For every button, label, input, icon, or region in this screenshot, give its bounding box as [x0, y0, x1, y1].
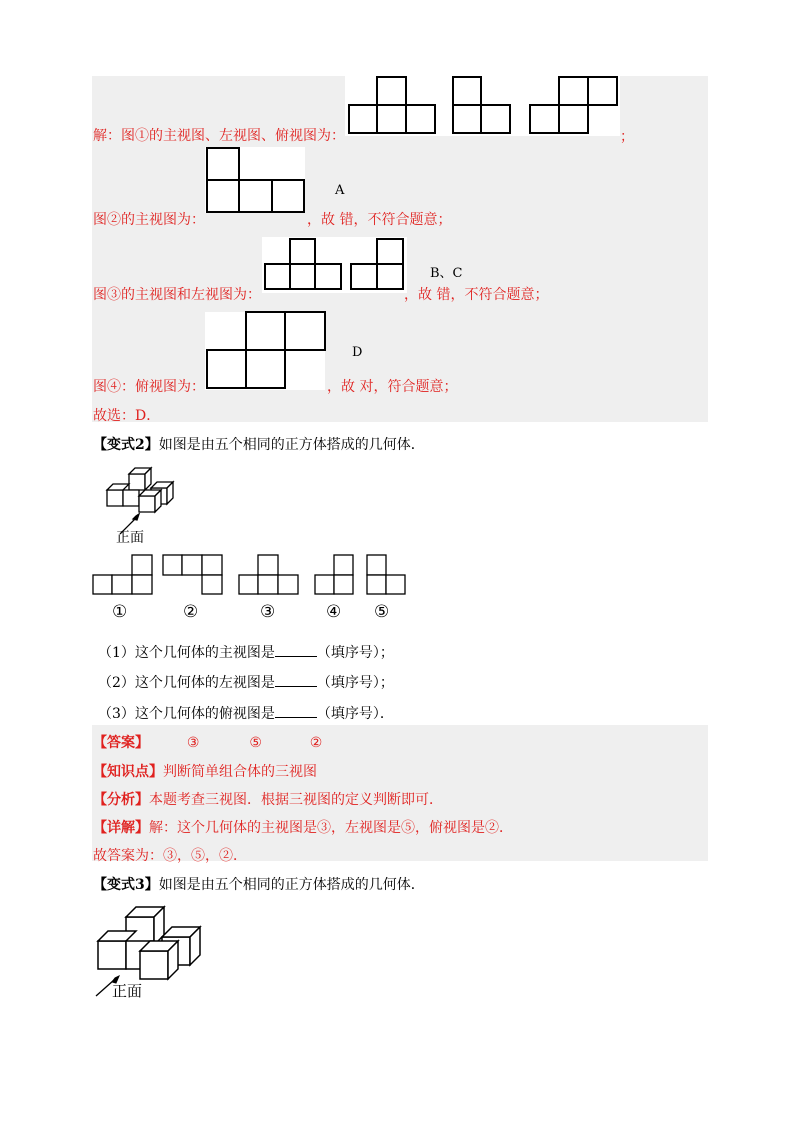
option-label-a: A [335, 183, 345, 198]
variant3-question: 【变式3】如图是由五个相同的正方体搭成的几何体． [93, 877, 425, 893]
conclusion-line: 故答案为：③，⑤，②． [93, 848, 247, 864]
solution-line-3: 图③的主视图和左视图为： [93, 287, 261, 303]
option-label-d: D [352, 345, 363, 360]
variant2-question: 【变式2】如图是由五个相同的正方体搭成的几何体． [93, 437, 425, 453]
option-number-2: ② [183, 602, 199, 622]
option-view-5 [366, 554, 408, 596]
question-1: （1）这个几何体的主视图是 （填序号）； [98, 645, 394, 661]
top-view-fig4 [206, 311, 328, 389]
solution-line-1-end: ； [620, 129, 634, 145]
variant3-front-label: 正面 [112, 982, 143, 1000]
option-view-1 [92, 554, 154, 596]
option-view-3 [238, 554, 300, 596]
question-3: （3）这个几何体的俯视图是 （填序号）． [98, 706, 394, 722]
solution-line-4-end: ，故 对，符合题意； [327, 379, 458, 395]
detail-line: 【详解】解：这个几何体的主视图是③，左视图是⑤，俯视图是②． [93, 820, 513, 836]
solution-line-2-end: ，故 错，不符合题意； [307, 212, 452, 228]
top-view-fig1 [529, 76, 619, 134]
front-label: 正面 [116, 530, 144, 546]
option-view-4 [314, 554, 356, 596]
question-2: （2）这个几何体的左视图是 （填序号）； [98, 675, 394, 691]
answer-line: 【答案】 ③ ⑤ ② [93, 735, 323, 751]
solution-line-3-end: ，故 错，不符合题意； [404, 287, 549, 303]
option-number-3: ③ [260, 602, 276, 622]
blank-2 [275, 673, 317, 687]
option-label-bc: B、C [430, 266, 463, 281]
option-number-4: ④ [326, 602, 342, 622]
option-number-1: ① [112, 602, 128, 622]
option-view-2 [162, 554, 224, 596]
blank-3 [275, 704, 317, 718]
option-number-5: ⑤ [374, 602, 390, 622]
blank-1 [275, 643, 317, 657]
left-view-fig3 [350, 238, 406, 292]
front-view-fig1 [348, 76, 436, 134]
solution-conclusion: 故选：D． [93, 408, 161, 424]
solution-line-2: 图②的主视图为： [93, 212, 205, 228]
solution-line-4: 图④：俯视图为： [93, 379, 205, 395]
front-view-fig2 [206, 147, 306, 213]
analysis-line: 【分析】本题考查三视图．根据三视图的定义判断即可． [93, 792, 443, 808]
knowledge-line: 【知识点】判断简单组合体的三视图 [93, 764, 317, 780]
variant3-solid-figure [94, 905, 204, 985]
left-view-fig1 [452, 76, 512, 134]
front-view-fig3 [264, 238, 344, 292]
solution-line-1: 解：图①的主视图、左视图、俯视图为： [93, 128, 345, 144]
